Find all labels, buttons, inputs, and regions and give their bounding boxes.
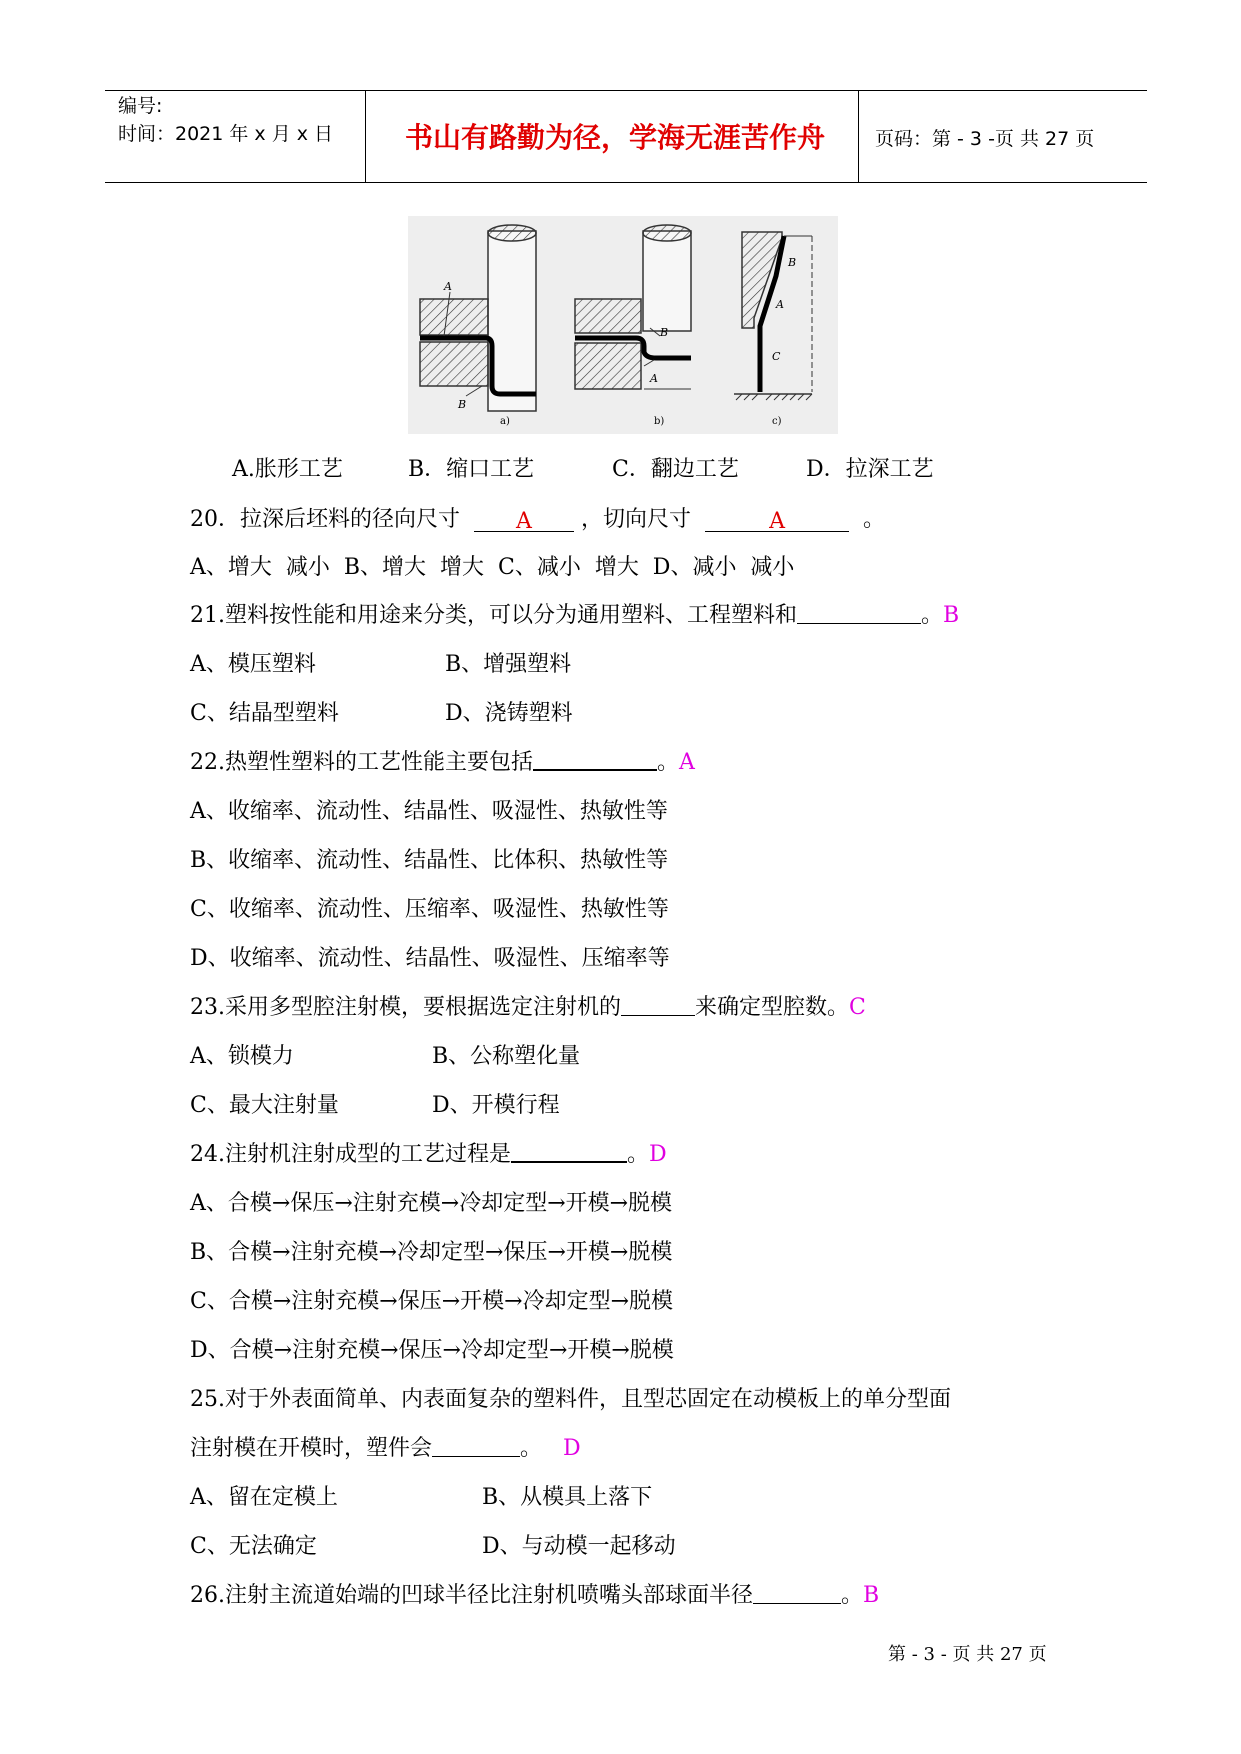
q24-end: 。	[627, 1142, 650, 1167]
q24-option-b: B、合模→注射充模→冷却定型→保压→开模→脱模	[190, 1240, 673, 1265]
q26-text: 26.注射主流道始端的凹球半径比注射机喷嘴头部球面半径	[190, 1583, 753, 1608]
q23-option-c: C、最大注射量	[190, 1093, 339, 1118]
q23-option-b: B、公称塑化量	[432, 1044, 581, 1069]
q22-text: 22.热塑性塑料的工艺性能主要包括	[190, 750, 533, 775]
q23-question	[190, 990, 866, 1021]
q25-option-d: D、与动模一起移动	[482, 1534, 676, 1559]
q20-blank-2	[705, 509, 849, 532]
figure-c-label-C: C	[772, 350, 781, 363]
figure-c-caption: c)	[772, 416, 782, 427]
header-bottom-rule	[105, 182, 1147, 183]
q21-option-d: D、浇铸塑料	[445, 701, 573, 726]
q25-question-line1: 25.对于外表面简单、内表面复杂的塑料件，且型芯固定在动模板上的单分型面	[190, 1387, 951, 1412]
header-left	[118, 92, 333, 148]
q24-answer: D	[649, 1142, 667, 1167]
q25-text: 注射模在开模时，塑件会	[190, 1436, 433, 1461]
figure-b-caption: b)	[654, 416, 665, 427]
q21-question	[190, 598, 959, 629]
figure-b-label-A: A	[650, 372, 658, 385]
q22-option-c: C、收缩率、流动性、压缩率、吸湿性、热敏性等	[190, 897, 669, 922]
figure-c	[734, 232, 812, 427]
process-figure	[408, 216, 838, 434]
q26-blank	[753, 1581, 841, 1604]
q20-text-b: ，切向尺寸	[581, 507, 692, 532]
q23-blank	[621, 993, 695, 1016]
q21-answer: B	[943, 603, 960, 628]
q21-blank	[797, 601, 921, 624]
q23-option-a: A、锁模力	[190, 1044, 294, 1069]
q25-option-b: B、从模具上落下	[482, 1485, 653, 1510]
figure-a-caption: a)	[500, 416, 510, 427]
figure-a	[420, 225, 536, 427]
q25-option-c: C、无法确定	[190, 1534, 317, 1559]
q21-option-a: A、模压塑料	[190, 652, 316, 677]
q24-option-a: A、合模→保压→注射充模→冷却定型→开模→脱模	[190, 1191, 673, 1216]
figure-a-label-A: A	[444, 280, 452, 293]
q20-options: A、增大 减小 B、增大 增大 C、减小 增大 D、减小 减小	[190, 555, 795, 580]
q20-answer-2: A	[769, 509, 785, 534]
q20-text-c: 。	[863, 507, 886, 532]
q23-answer: C	[849, 995, 866, 1020]
doc-number-label: 编号:	[118, 95, 163, 117]
q21-text: 21.塑料按性能和用途来分类，可以分为通用塑料、工程塑料和	[190, 603, 797, 628]
q24-blank	[511, 1139, 627, 1163]
q25-end: 。	[520, 1436, 543, 1461]
q22-end: 。	[657, 750, 680, 775]
header-motto: 书山有路勤为径，学海无涯苦作舟	[404, 121, 825, 154]
figure-c-label-A: A	[776, 298, 784, 311]
q23-text-b: 来确定型腔数。	[695, 995, 850, 1020]
header-top-rule	[105, 90, 1147, 91]
q22-option-a: A、收缩率、流动性、结晶性、吸湿性、热敏性等	[190, 799, 668, 824]
q23-text-a: 23.采用多型腔注射模，要根据选定注射机的	[190, 995, 621, 1020]
q24-option-d: D、合模→注射充模→保压→冷却定型→开模→脱模	[190, 1338, 674, 1363]
q20-blank-1	[474, 509, 574, 532]
q25-blank	[432, 1434, 520, 1457]
q19-option-a: A.胀形工艺	[232, 457, 343, 482]
q19-option-d: D．拉深工艺	[806, 457, 934, 482]
doc-time-label: 时间：2021 年 x 月 x 日	[118, 123, 334, 145]
q22-option-d: D、收缩率、流动性、结晶性、吸湿性、压缩率等	[190, 946, 670, 971]
q22-answer: A	[679, 750, 695, 775]
q20-question	[190, 502, 885, 533]
figure-b	[575, 225, 691, 427]
q26-answer: B	[863, 1583, 880, 1608]
q24-text: 24.注射机注射成型的工艺过程是	[190, 1142, 511, 1167]
figure-a-label-B: B	[458, 398, 467, 411]
q20-text-a: 20．拉深后坯料的径向尺寸	[190, 507, 460, 532]
q21-option-b: B、增强塑料	[445, 652, 572, 677]
q21-end: 。	[921, 603, 944, 628]
figure-c-label-B: B	[788, 256, 797, 269]
q25-question-line2	[190, 1431, 581, 1462]
header-page-label: 页码：第 - 3 -页 共 27 页	[875, 128, 1095, 150]
page-footer: 第 - 3 - 页 共 27 页	[888, 1644, 1047, 1665]
figure-b-label-B: B	[660, 326, 669, 339]
q22-blank	[533, 747, 657, 771]
q19-option-b: B．缩口工艺	[408, 457, 535, 482]
q22-question	[190, 745, 695, 776]
header-divider-left	[365, 90, 366, 182]
q24-question	[190, 1137, 667, 1168]
q19-option-c: C．翻边工艺	[612, 457, 739, 482]
q26-question	[190, 1578, 879, 1609]
q26-end: 。	[841, 1583, 864, 1608]
q21-option-c: C、结晶型塑料	[190, 701, 339, 726]
q23-option-d: D、开模行程	[432, 1093, 560, 1118]
q20-answer-1: A	[516, 509, 532, 534]
q25-option-a: A、留在定模上	[190, 1485, 338, 1510]
q22-option-b: B、收缩率、流动性、结晶性、比体积、热敏性等	[190, 848, 669, 873]
process-figure-svg	[408, 216, 838, 434]
q24-option-c: C、合模→注射充模→保压→开模→冷却定型→脱模	[190, 1289, 674, 1314]
q25-answer: D	[563, 1436, 581, 1461]
